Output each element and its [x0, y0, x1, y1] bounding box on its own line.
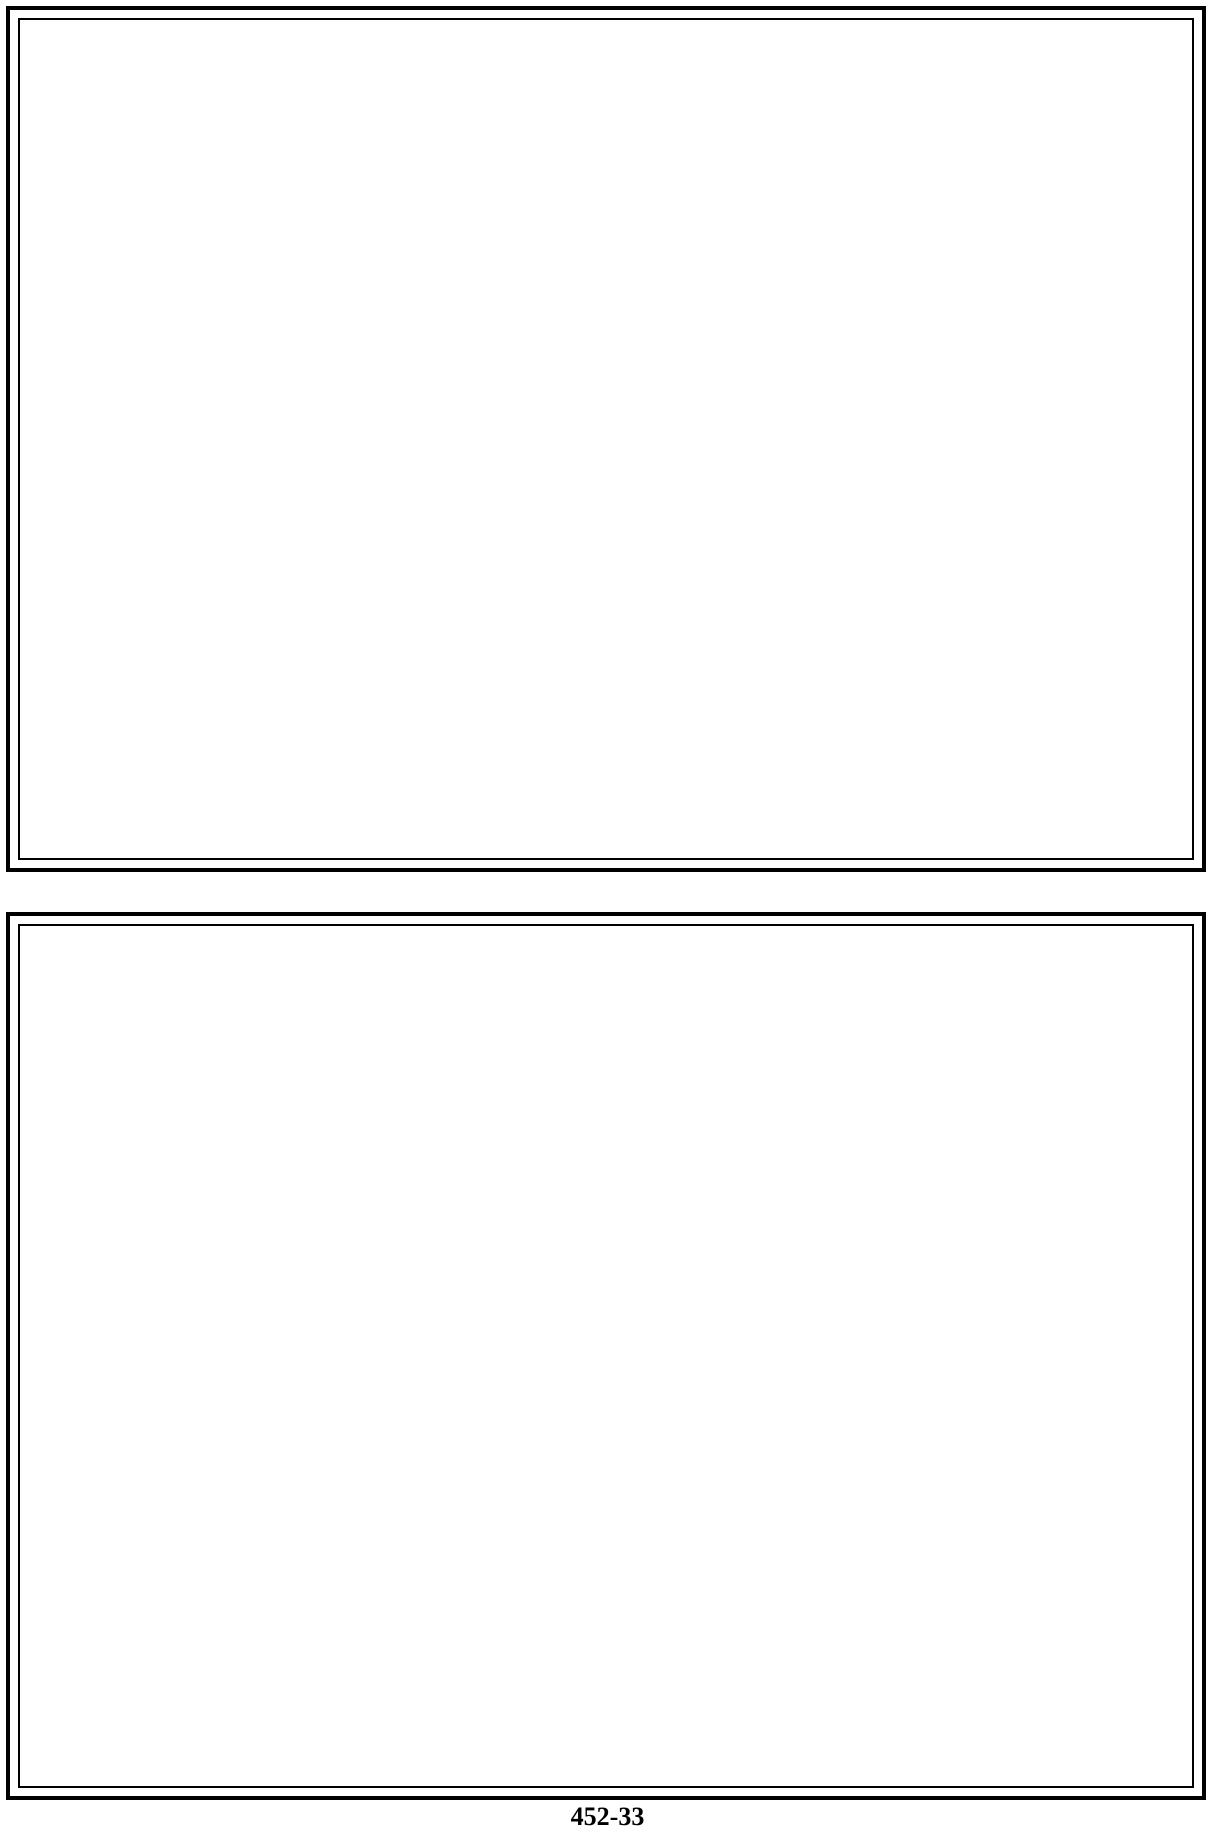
top-page: [6, 6, 1206, 872]
bottom-page: [6, 912, 1206, 1800]
bottom-page-frame: [18, 924, 1194, 1788]
page-reference: 452-33: [570, 1802, 645, 1831]
top-page-frame: [18, 18, 1194, 860]
bottom-columns: [20, 926, 1192, 1786]
top-columns: [20, 20, 1192, 858]
